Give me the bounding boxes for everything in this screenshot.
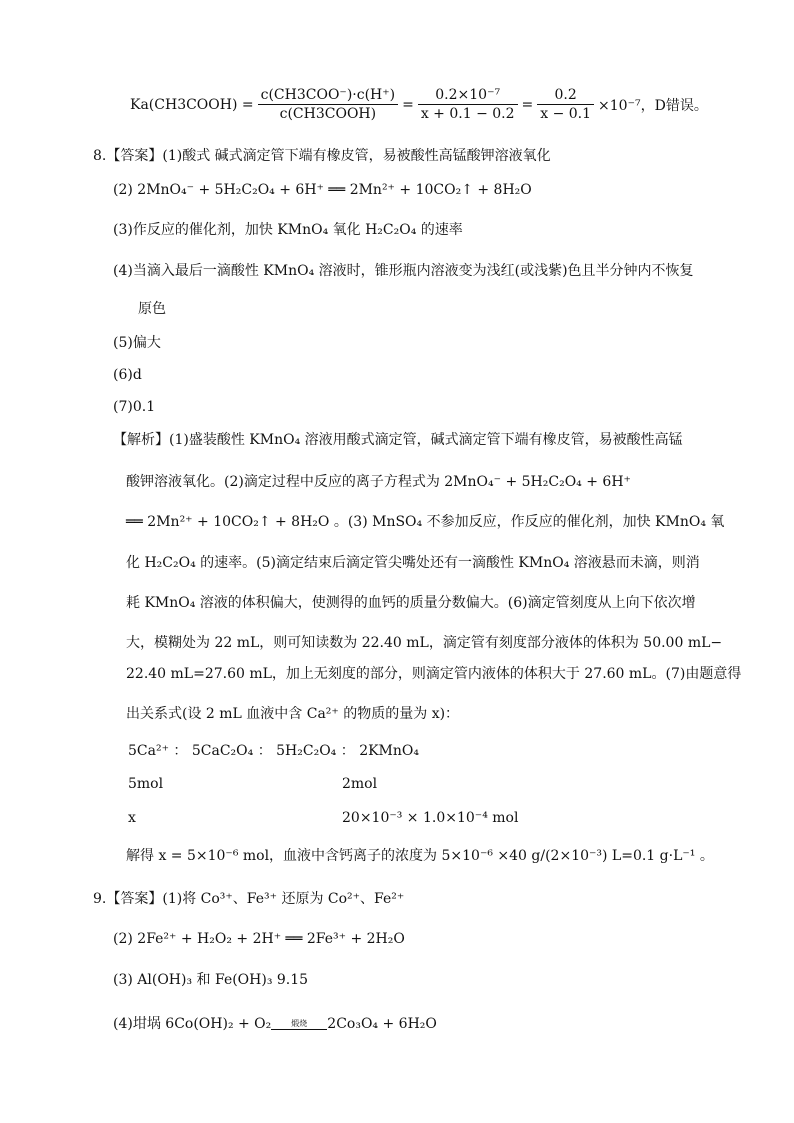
ka-fraction-2-numerator: 0.2×10⁻⁷ <box>418 86 518 105</box>
q9-answer-4 <box>113 1014 437 1034</box>
q8-analysis-line: 22.40 mL=27.60 mL，加上无刻度的部分，则滴定管内液体的体积大于 27.60 mL。(7)由题意得 <box>126 666 742 682</box>
ka-tail: ×10⁻⁷，D错误。 <box>598 97 708 114</box>
q8-analysis-line: 大，模糊处为 22 mL，则可知读数为 22.40 mL，滴定管有刻度部分液体的体积为 50.00 mL− <box>126 635 723 651</box>
q8-solution: 解得 x = 5×10⁻⁶ mol，血液中含钙离子的浓度为 5×10⁻⁶ ×40 g/(2×10⁻³) L=0.1 g·L⁻¹ 。 <box>126 848 714 864</box>
q8-analysis-line: 化 H₂C₂O₄ 的速率。(5)滴定结束后滴定管尖嘴处还有一滴酸性 KMnO₄ 溶液悬而未滴，则消 <box>126 555 700 571</box>
q8-answer-7: (7)0.1 <box>113 399 156 415</box>
equals-sign: = <box>402 96 414 113</box>
q8-answer-6: (6)d <box>113 367 142 383</box>
calcination-arrow <box>271 1019 327 1030</box>
q9-header: 9.【答案】(1)将 Co³⁺、Fe³⁺ 还原为 Co²⁺、Fe²⁺ <box>93 891 405 907</box>
ka-fraction-3-denominator: x − 0.1 <box>540 106 592 122</box>
ka-fraction-2 <box>418 86 518 123</box>
q8-analysis-line: 【解析】(1)盛装酸性 KMnO₄ 溶液用酸式滴定管，碱式滴定管下端有橡皮管，易被酸性高锰 <box>113 432 683 448</box>
q8-answer-3: (3)作反应的催化剂，加快 KMnO₄ 氧化 H₂C₂O₄ 的速率 <box>113 222 463 238</box>
relation-row-3-right: 20×10⁻³ × 1.0×10⁻⁴ mol <box>342 810 519 826</box>
ka-lhs: Ka(CH3COOH) = <box>130 96 254 113</box>
q8-answer-4-line1: (4)当滴入最后一滴酸性 KMnO₄ 溶液时，锥形瓶内溶液变为浅红(或浅紫)色且半分钟内不恢复 <box>113 263 694 279</box>
ka-fraction-3-numerator: 0.2 <box>537 86 594 105</box>
q8-answer-2: (2) 2MnO₄⁻ + 5H₂C₂O₄ + 6H⁺ ══ 2Mn²⁺ + 10CO₂↑ + 8H₂O <box>113 182 532 198</box>
q9-answer-4-suffix: 2Co₃O₄ + 6H₂O <box>327 1016 437 1032</box>
ka-fraction-1-denominator: c(CH3COOH) <box>279 106 377 122</box>
relation-row-2-left: 5mol <box>128 776 164 792</box>
ka-fraction-3 <box>537 86 594 123</box>
q8-header: 8.【答案】(1)酸式 碱式滴定管下端有橡皮管，易被酸性高锰酸钾溶液氧化 <box>93 148 551 164</box>
equals-sign: = <box>521 96 534 113</box>
q8-answer-4-line2: 原色 <box>138 301 166 317</box>
q8-analysis-line: 出关系式(设 2 mL 血液中含 Ca²⁺ 的物质的量为 x)： <box>126 706 460 722</box>
q8-answer-5: (5)偏大 <box>113 335 161 351</box>
ka-fraction-1-numerator: c(CH3COO⁻)·c(H⁺) <box>258 86 398 105</box>
relation-row-2-right: 2mol <box>342 776 378 792</box>
q8-analysis-line: 酸钾溶液氧化。(2)滴定过程中反应的离子方程式为 2MnO₄⁻ + 5H₂C₂O₄ + 6H⁺ <box>126 474 631 490</box>
q8-analysis-line: ══ 2Mn²⁺ + 10CO₂↑ + 8H₂O 。(3) MnSO₄ 不参加反应，作反应的催化剂，加快 KMnO₄ 氧 <box>126 514 725 530</box>
reaction-bar <box>271 1029 327 1030</box>
ka-formula <box>128 86 710 123</box>
relation-row-3-left: x <box>128 810 136 826</box>
q9-answer-4-prefix: (4)坩埚 6Co(OH)₂ + O₂ <box>113 1016 272 1032</box>
relation-row-1: 5Ca²⁺ ： 5CaC₂O₄ ： 5H₂C₂O₄ ： 2KMnO₄ <box>128 743 419 759</box>
ka-fraction-2-denominator: x + 0.1 − 0.2 <box>420 106 515 122</box>
calcination-condition: 煅烧 <box>291 1018 308 1028</box>
q9-answer-2: (2) 2Fe²⁺ + H₂O₂ + 2H⁺ ══ 2Fe³⁺ + 2H₂O <box>113 931 405 947</box>
q9-answer-3: (3) Al(OH)₃ 和 Fe(OH)₃ 9.15 <box>113 972 309 988</box>
q8-analysis-line: 耗 KMnO₄ 溶液的体积偏大，使测得的血钙的质量分数偏大。(6)滴定管刻度从上向下依次增 <box>126 595 696 611</box>
ka-fraction-1 <box>258 86 398 123</box>
